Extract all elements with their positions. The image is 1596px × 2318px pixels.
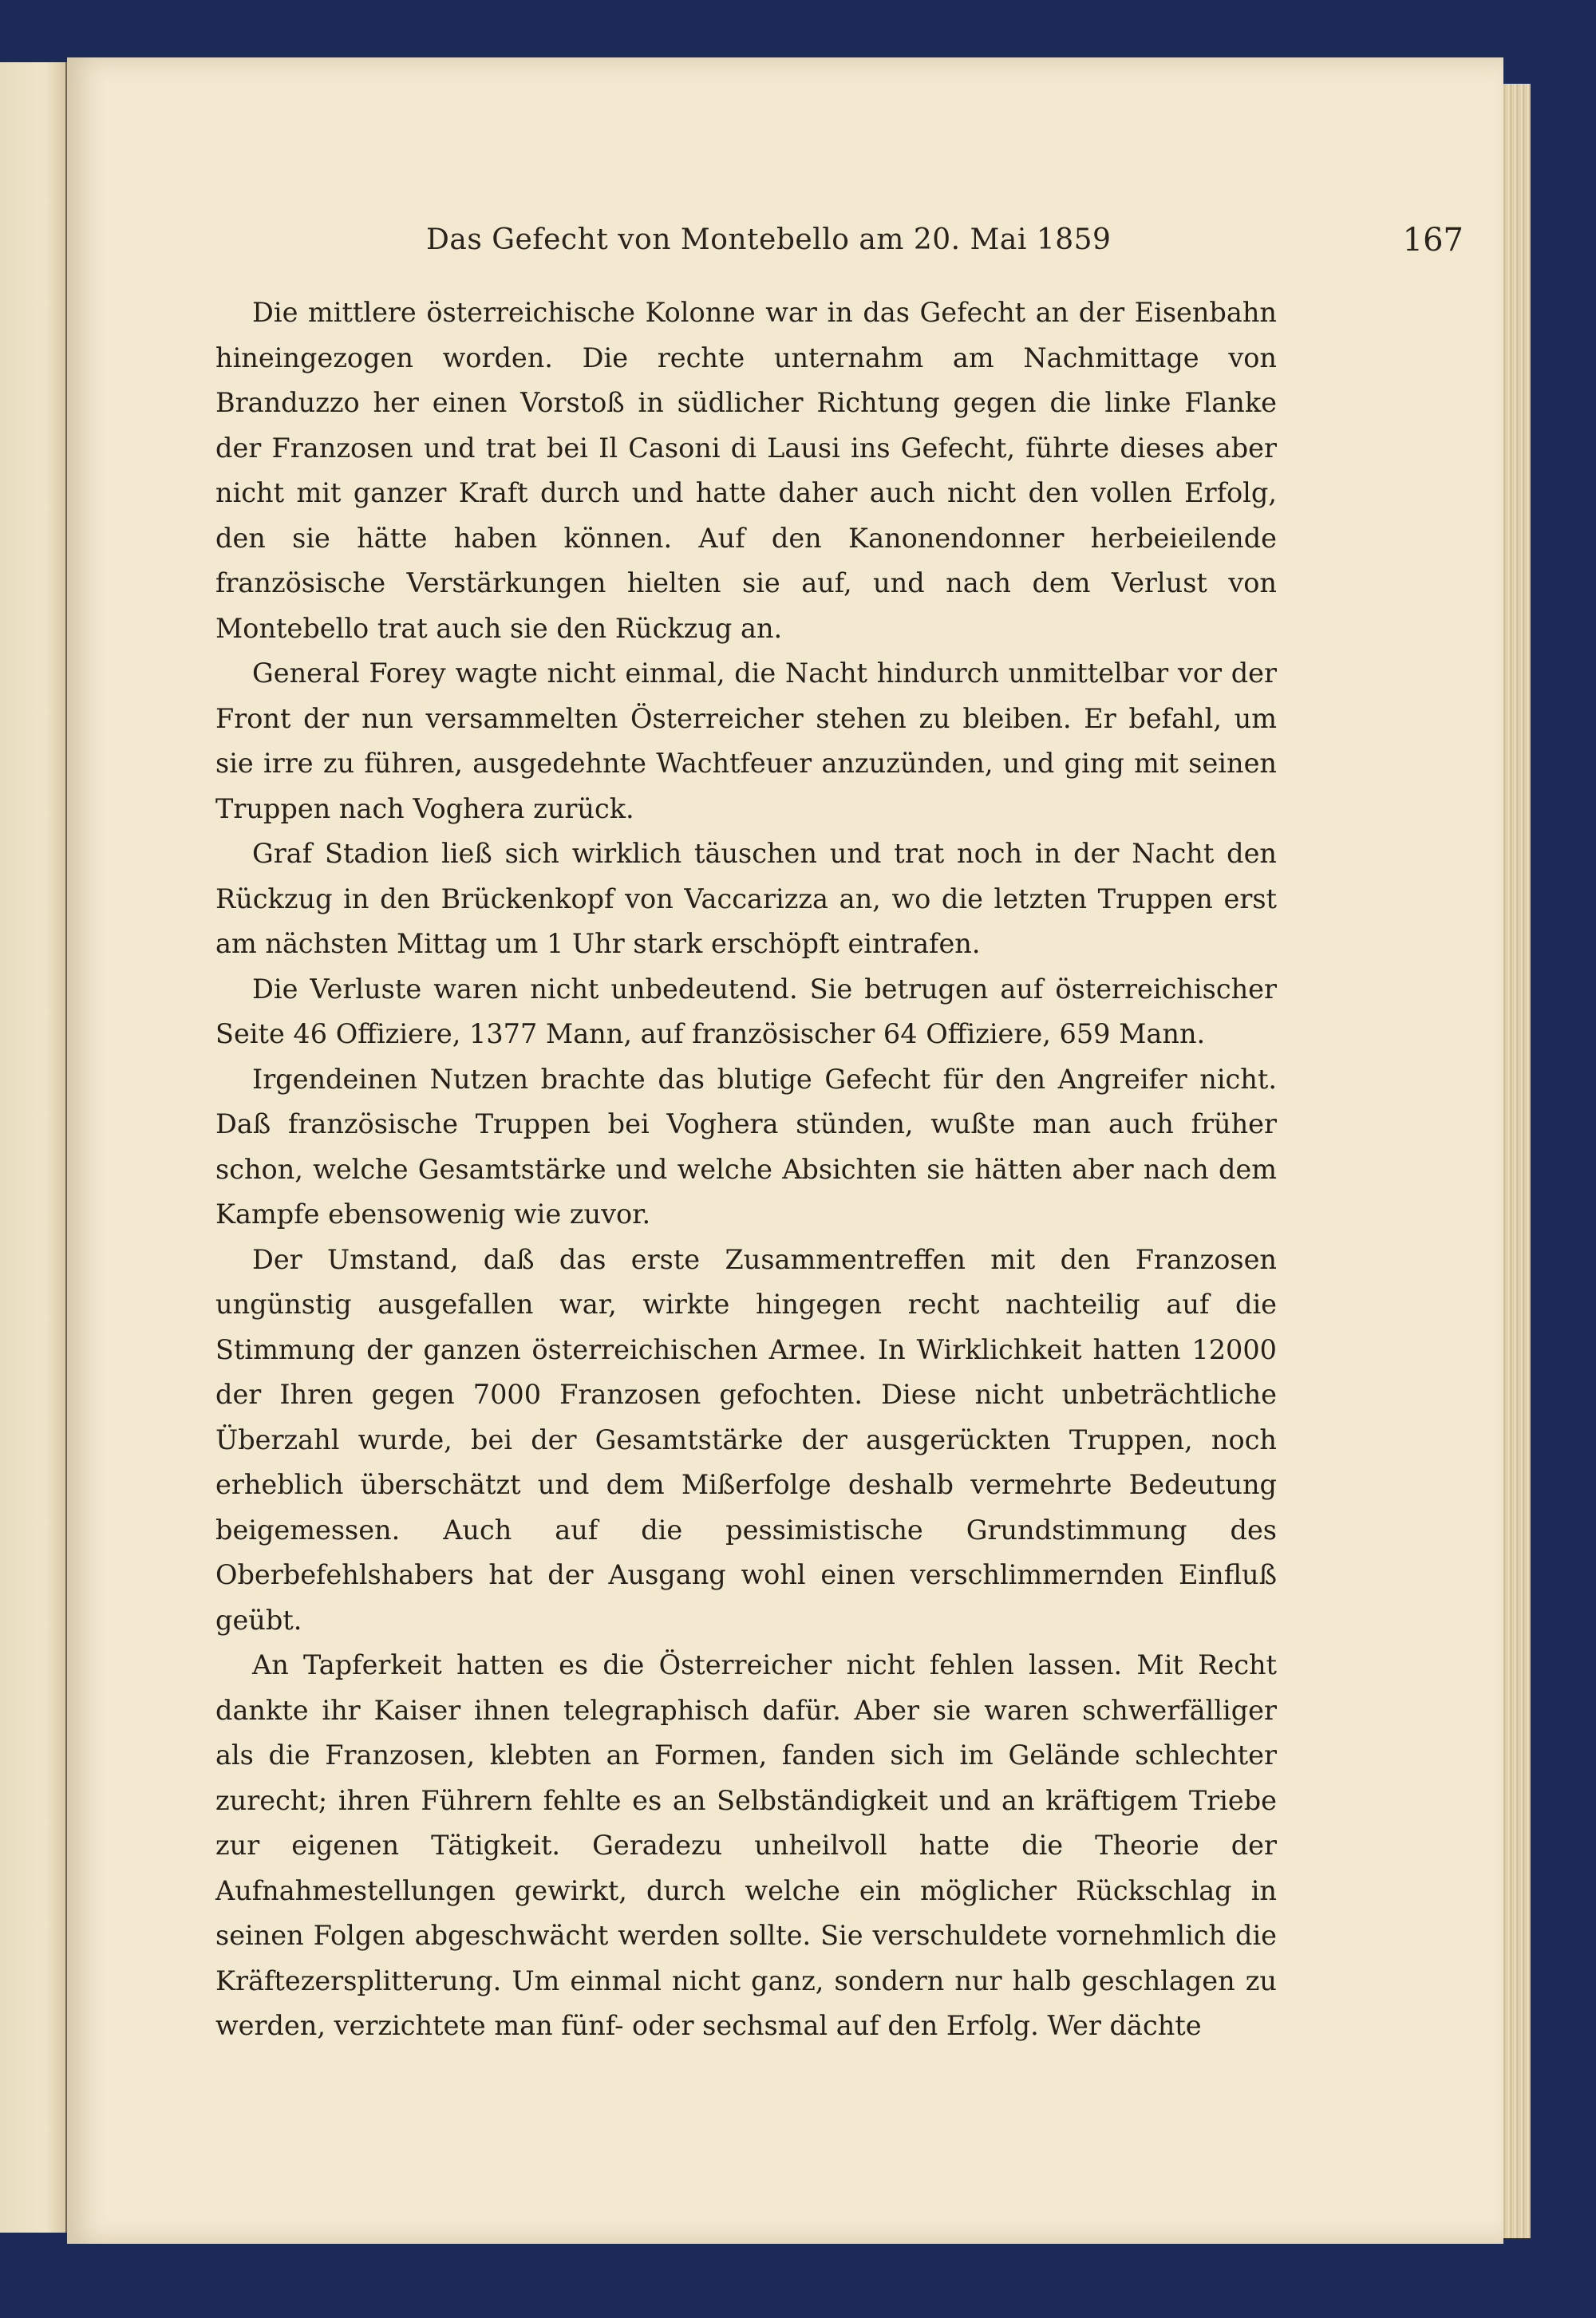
paragraph-4: Die Verluste waren nicht unbedeutend. Sie betrugen auf österreichischer Seite 46 Offiziere, 1377 Mann, auf französischer 64 Offiziere, 659 Mann.: [215, 973, 1277, 1049]
paragraph-5: Irgendeinen Nutzen brachte das blutige Gefecht für den Angreifer nicht. Daß französische Truppen bei Voghera stünden, wußte man auch früher schon, welche Gesamtstärke und welche Absichten sie hätten aber nach dem Kampfe ebensowenig wie zuvor.: [215, 1063, 1277, 1230]
page-header: [426, 223, 1464, 271]
body-text: [215, 290, 1277, 2049]
paragraph-7: An Tapferkeit hatten es die Österreicher nicht fehlen lassen. Mit Recht dankte ihr Kaiser ihnen telegraphisch dafür. Aber sie waren schwerfälliger als die Franzosen, klebten an Formen, fanden sich im Gelände schlechter zurecht; ihren Führern fehlte es an Selbständigkeit und an kräftigem Triebe zur eigenen Tätigkeit. Geradezu unheilvoll hatte die Theorie der Aufnahmestellungen gewirkt, durch welche ein möglicher Rückschlag in seinen Folgen abgeschwächt werden sollte. Sie verschuldete vornehmlich die Kräftezersplitterung. Um einmal nicht ganz, sondern nur halb geschlagen zu werden, verzichtete man fünf- oder sechsmal auf den Erfolg. Wer dächte: [215, 1649, 1277, 2041]
paragraph-3: Graf Stadion ließ sich wirklich täuschen und trat noch in der Nacht den Rückzug in den Brückenkopf von Vaccarizza an, wo die letzten Truppen erst am nächsten Mittag um 1 Uhr stark erschöpft eintrafen.: [215, 838, 1277, 959]
facing-page-edge: [0, 62, 68, 2233]
paragraph-1: Die mittlere österreichische Kolonne war in das Gefecht an der Eisenbahn hineingezogen worden. Die rechte unternahm am Nachmittage von Branduzzo her einen Vorstoß in südlicher Richtung gegen die linke Flanke der Franzosen und trat bei Il Casoni di Lausi ins Gefecht, führte dieses aber nicht mit ganzer Kraft durch und hatte daher auch nicht den vollen Erfolg, den sie hätte haben können. Auf den Kanonendonner herbeieilende französische Verstärkungen hielten sie auf, und nach dem Verlust von Montebello trat auch sie den Rückzug an.: [215, 297, 1277, 644]
book-page: [67, 57, 1503, 2244]
paragraph-2: General Forey wagte nicht einmal, die Nacht hindurch unmittelbar vor der Front der nun versammelten Österreicher stehen zu bleiben. Er befahl, um sie irre zu führen, ausgedehnte Wachtfeuer anzuzünden, und ging mit seinen Truppen nach Voghera zurück.: [215, 657, 1277, 824]
page-number: 167: [1402, 222, 1464, 259]
page-stack-edge: [1500, 84, 1531, 2238]
running-head: Das Gefecht von Montebello am 20. Mai 1859: [426, 223, 1112, 256]
paragraph-6: Der Umstand, daß das erste Zusammentreffen mit den Franzosen ungünstig ausgefallen war, wirkte hingegen recht nachteilig auf die Stimmung der ganzen österreichischen Armee. In Wirklichkeit hatten 12000 der Ihren gegen 7000 Franzosen gefochten. Diese nicht unbeträchtliche Überzahl wurde, bei der Gesamtstärke der ausgerückten Truppen, noch erheblich überschätzt und dem Mißerfolge deshalb vermehrte Bedeutung beigemessen. Auch auf die pessimistische Grundstimmung des Oberbefehlshabers hat der Ausgang wohl einen verschlimmernden Einfluß geübt.: [215, 1243, 1277, 1636]
